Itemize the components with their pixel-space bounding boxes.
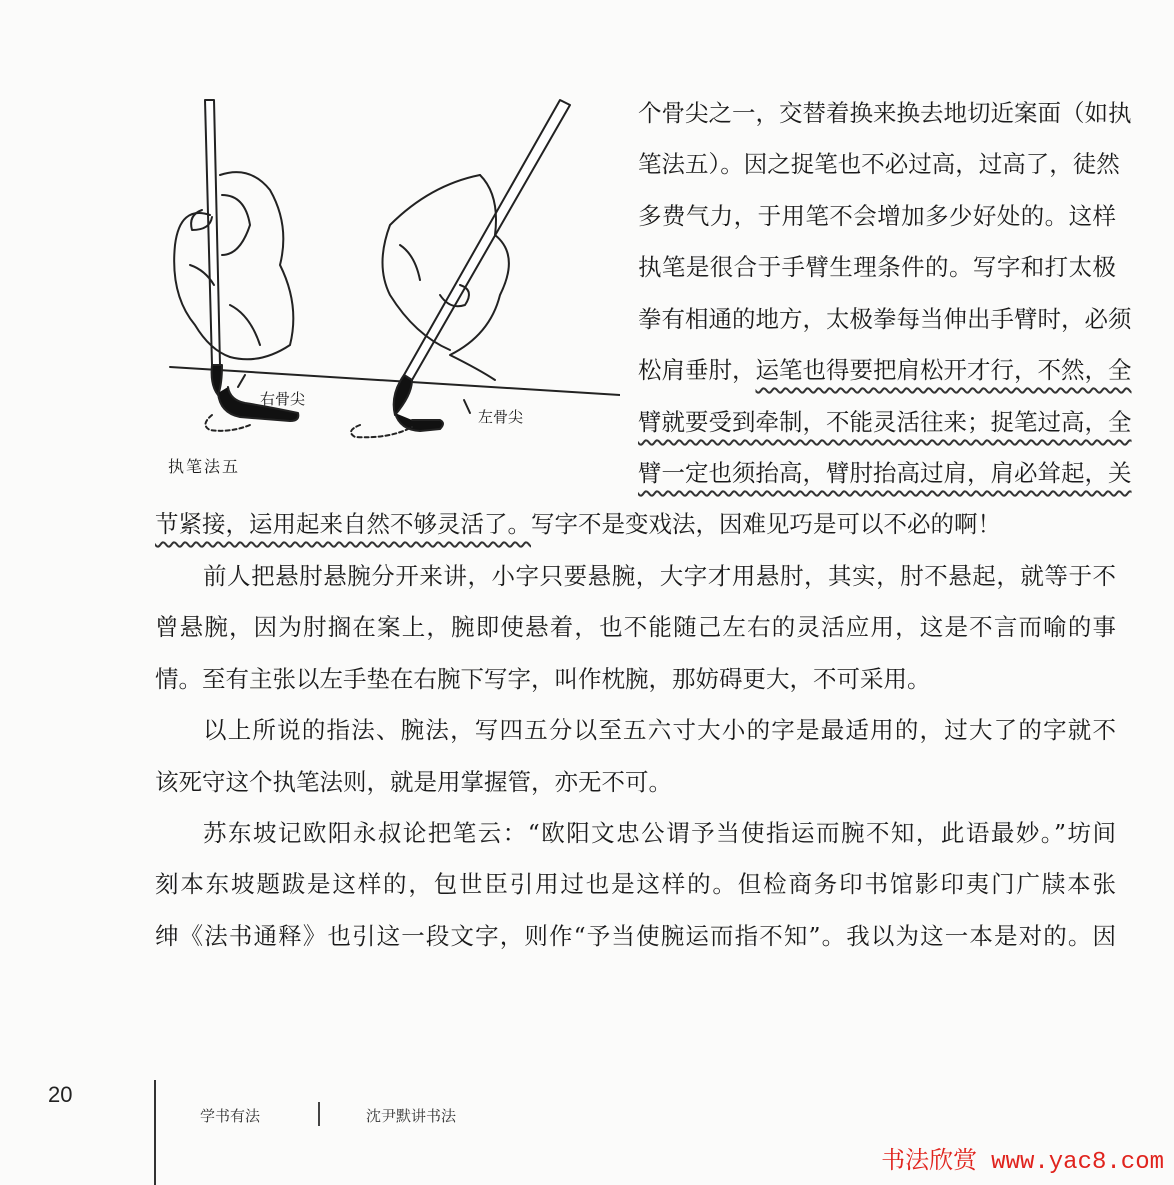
text-line: 拳有相通的地方，太极拳每当伸出手臂时，必须 (638, 305, 1132, 333)
footer-divider (154, 1080, 156, 1185)
book-series: 学书有法 (200, 1107, 261, 1125)
underlined-segment: 节紧接，运用起来自然不够灵活了。 (155, 510, 531, 538)
watermark (881, 1140, 1164, 1176)
text-line: 以上所说的指法、腕法，写四五分以至五六寸大小的字是最适用的，过大了的字就不 (203, 716, 1116, 744)
text-line: 个骨尖之一，交替着换来换去地切近案面（如执 (638, 99, 1132, 127)
text-line: 多费气力，于用笔不会增加多少好处的。这样 (638, 202, 1116, 230)
book-title: 沈尹默讲书法 (366, 1107, 457, 1125)
text-line (638, 456, 1132, 490)
text-line: 执笔是很合于手臂生理条件的。写字和打太极 (638, 253, 1116, 281)
figure-caption: 执笔法五 (168, 457, 241, 476)
text-line: 刻本东坡题跋是这样的，包世臣引用过也是这样的。但检商务印书馆影印夷门广牍本张 (155, 870, 1116, 898)
label-right-bone-tip: 右骨尖 (260, 390, 306, 408)
text-line: 绅《法书通释》也引这一段文字，则作“予当使腕运而指不知”。我以为这一本是对的。因 (155, 922, 1116, 950)
label-left-bone-tip: 左骨尖 (478, 408, 524, 426)
watermark-url: www.yac8.com (991, 1149, 1164, 1176)
underlined-segment: 臂就要受到牵制，不能灵活往来；捉笔过高，全 (638, 408, 1132, 436)
text-line: 曾悬腕，因为肘搁在案上，腕即使悬着，也不能随己左右的灵活应用，这是不言而喻的事 (155, 613, 1116, 641)
footer-separator (318, 1102, 320, 1126)
text-line (638, 405, 1132, 439)
left-hand-brush (351, 100, 570, 437)
pointer-right-tip (238, 375, 245, 387)
underlined-segment: 臂一定也须抬高，臂肘抬高过肩，肩必耸起，关 (638, 459, 1132, 487)
watermark-text: 书法欣赏 (881, 1146, 978, 1174)
underlined-segment: 运笔也得要把肩松开才行，不然，全 (755, 356, 1132, 384)
brush-holding-illustration (150, 95, 620, 495)
page-number: 20 (48, 1082, 73, 1107)
right-hand-brush (174, 100, 298, 431)
text-segment: 写字不是变戏法，因难见巧是可以不必的啊！ (531, 510, 1001, 538)
text-line: 情。至有主张以左手垫在右腕下写字，叫作枕腕，那妨碍更大，不可采用。 (155, 665, 931, 693)
text-line: 苏东坡记欧阳永叔论把笔云：“欧阳文忠公谓予当使指运而腕不知，此语最妙。”坊间 (203, 819, 1116, 847)
text-line: 前人把悬肘悬腕分开来讲，小字只要悬腕，大字才用悬肘，其实，肘不悬起，就等于不 (203, 562, 1116, 590)
pointer-left-tip (464, 400, 470, 413)
text-line: 该死守这个执笔法则，就是用掌握管，亦无不可。 (155, 768, 672, 796)
text-segment: 松肩垂肘， (638, 356, 756, 384)
text-line (638, 353, 1132, 387)
text-line (155, 507, 1116, 541)
text-line: 笔法五）。因之捉笔也不必过高，过高了，徒然 (638, 150, 1120, 178)
